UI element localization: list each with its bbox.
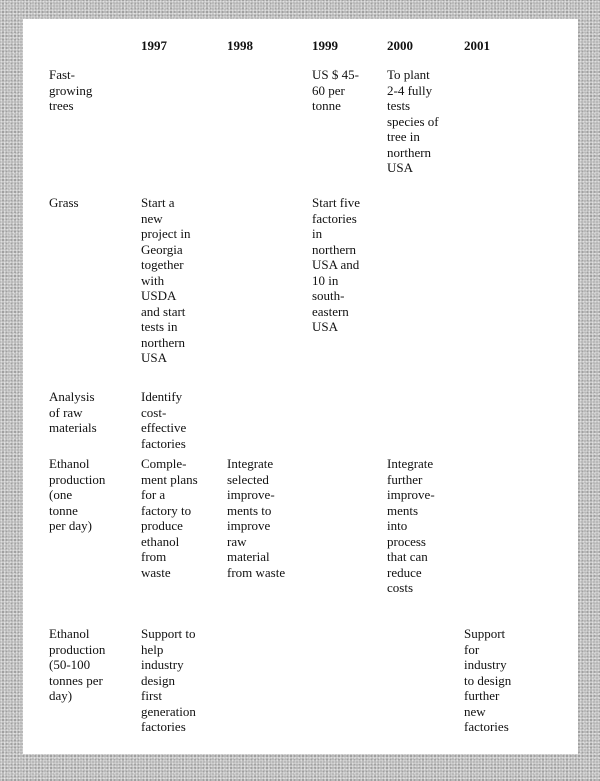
table-row [49, 195, 544, 389]
row-label: Fast- growing trees [49, 67, 93, 113]
table-cell: Start five factories in northern USA and 10 in south- eastern USA [312, 195, 361, 334]
table-cell: Identify cost- effective factories [141, 389, 187, 451]
table-cell [312, 456, 387, 626]
row-label: Analysis of raw materials [49, 389, 97, 435]
row-label: Ethanol production (50-100 tonnes per day) [49, 626, 106, 703]
table-row [49, 626, 544, 735]
table-cell: Comple- ment plans for a factory to produce ethanol from waste [141, 456, 198, 580]
table-cell [227, 389, 312, 456]
header-cell-1997: 1997 [141, 38, 167, 53]
table-cell: Start a new project in Georgia together with USDA and start tests in northern USA [141, 195, 191, 365]
header-cell-1999: 1999 [312, 38, 338, 53]
row-label: Ethanol production (one tonne per day) [49, 456, 106, 533]
table-row [49, 456, 544, 626]
table-cell [464, 456, 544, 626]
table-cell: Integrate further improve- ments into process that can reduce costs [387, 456, 435, 595]
table-cell [464, 67, 544, 195]
table-cell [227, 195, 312, 389]
header-cell-1998: 1998 [227, 38, 253, 53]
header-cell-blank [49, 38, 141, 67]
table-cell [227, 626, 312, 735]
table-cell [387, 389, 464, 456]
table-cell: US $ 45- 60 per tonne [312, 67, 359, 113]
table-cell: Support to help industry design first generation factories [141, 626, 196, 734]
plan-table [49, 38, 544, 735]
table-cell [141, 67, 227, 195]
header-cell-2000: 2000 [387, 38, 413, 53]
table-cell [464, 195, 544, 389]
table-cell [387, 195, 464, 389]
table-row [49, 389, 544, 456]
table-cell: Integrate selected improve- ments to improve raw material from waste [227, 456, 286, 580]
row-label: Grass [49, 195, 79, 210]
table-cell [387, 626, 464, 735]
table-cell: To plant 2-4 fully tests species of tree in northern USA [387, 67, 439, 175]
header-cell-2001: 2001 [464, 38, 490, 53]
table-cell [312, 389, 387, 456]
table-cell [464, 389, 544, 456]
document-page [23, 19, 578, 754]
table-row [49, 67, 544, 195]
header-row [49, 38, 544, 67]
table-cell [227, 67, 312, 195]
table-cell [312, 626, 387, 735]
table-cell: Support for industry to design further new factories [464, 626, 512, 734]
